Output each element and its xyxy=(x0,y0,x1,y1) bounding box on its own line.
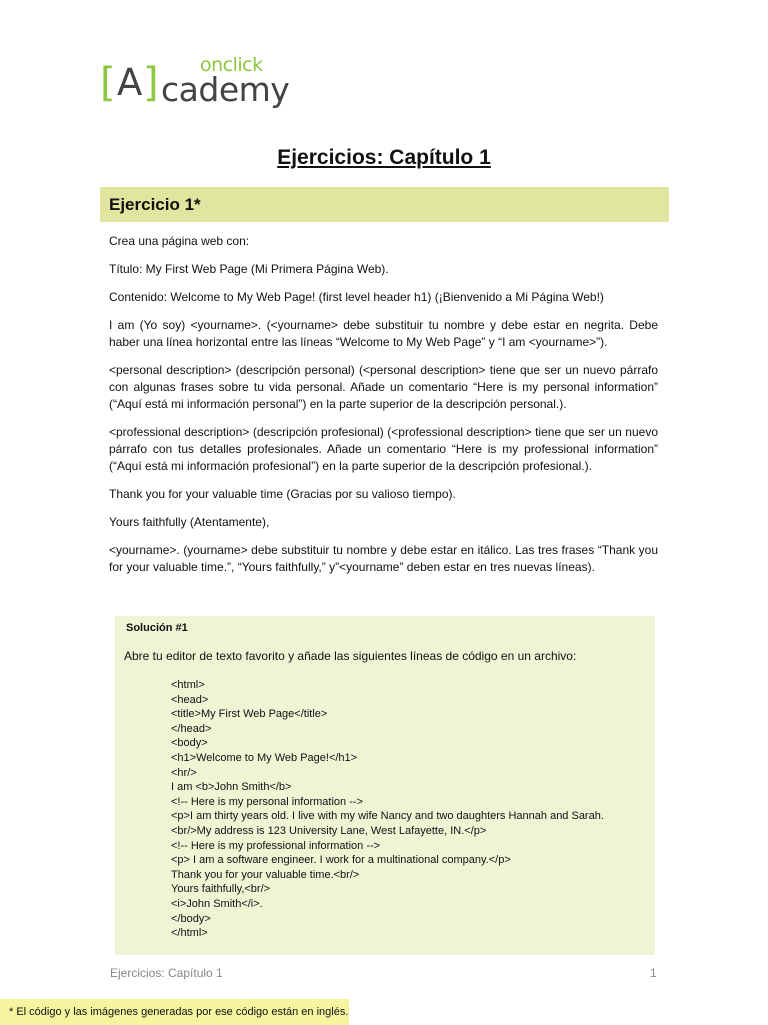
exercise-header xyxy=(100,187,669,222)
exercise-paragraph: Contenido: Welcome to My Web Page! (first level header h1) (¡Bienvenido a Mi Página Web!) xyxy=(109,290,604,304)
code-line: <!-- Here is my professional information --> xyxy=(171,839,381,852)
code-line: <p> I am a software engineer. I work for a multinational company.</p> xyxy=(171,854,511,867)
footer-title: Ejercicios: Capítulo 1 xyxy=(110,966,223,980)
logo-onclick: onclick xyxy=(200,54,263,76)
solution-title: Solución #1 xyxy=(126,622,188,634)
code-line: <hr/> xyxy=(171,766,197,779)
exercise-heading: Ejercicio 1* xyxy=(109,195,201,214)
code-line: <h1>Welcome to My Web Page!</h1> xyxy=(171,751,358,764)
exercise-paragraph: <professional description> (descripción profesional) (<professional description> tiene que ser un nuevo párrafo con tus detalles profesionales. Añade un comentario “Here is my professional information” (“Aquí está mi información profesional”) en la parte superior de la descripción profesional.). xyxy=(109,425,658,473)
code-line: <p>I am thirty years old. I live with my wife Nancy and two daughters Hannah and Sarah. xyxy=(171,810,604,823)
code-line: <title>My First Web Page</title> xyxy=(171,708,328,721)
logo-letter-a: A xyxy=(117,61,143,104)
code-line: </html> xyxy=(171,927,208,940)
code-line: </head> xyxy=(171,722,212,735)
code-line: Yours faithfully,<br/> xyxy=(171,883,271,896)
logo-cademy: cademy xyxy=(161,70,290,109)
footnote: * El código y las imágenes generadas por ese código están en inglés. xyxy=(0,999,349,1025)
exercise-paragraph: <personal description> (descripción personal) (<personal description> tiene que ser un nuevo párrafo con algunas frases sobre tu vida personal. Añade un comentario “Here is my personal information” (“Aquí está mi información personal”) en la parte superior de la descripción personal.). xyxy=(109,363,658,411)
exercise-paragraph: Crea una página web con: xyxy=(109,234,250,248)
code-line: <body> xyxy=(171,737,208,750)
page-title: Ejercicios: Capítulo 1 xyxy=(277,146,491,169)
code-line: Thank you for your valuable time.<br/> xyxy=(171,868,360,881)
code-line: </body> xyxy=(171,912,211,925)
code-line: I am <b>John Smith</b> xyxy=(171,781,292,794)
exercise-paragraph: Yours faithfully (Atentamente), xyxy=(109,515,270,529)
logo-close-bracket: ] xyxy=(143,60,159,106)
exercise-body xyxy=(109,233,658,587)
exercise-paragraph: Título: My First Web Page (Mi Primera Página Web). xyxy=(109,262,389,276)
page-number: 1 xyxy=(650,966,657,980)
solution-box xyxy=(115,616,655,955)
code-line: <i>John Smith</i>. xyxy=(171,897,263,910)
exercise-paragraph: I am (Yo soy) <yourname>. (<yourname> debe substituir tu nombre y debe estar en negrita. Debe haber una línea horizontal entre las líneas “Welcome to My Web Page” y “I am <yourname>”). xyxy=(109,318,658,349)
solution-intro: Abre tu editor de texto favorito y añade las siguientes líneas de código en un archivo: xyxy=(124,649,577,663)
code-line: <br/>My address is 123 University Lane, West Lafayette, IN.</p> xyxy=(171,824,487,837)
logo-open-bracket: [ xyxy=(100,60,114,106)
academy-logo xyxy=(100,54,290,109)
code-block xyxy=(171,678,604,941)
exercise-paragraph: Thank you for your valuable time (Gracias por su valioso tiempo). xyxy=(109,487,456,501)
exercise-paragraph: <yourname>. (yourname> debe substituir tu nombre y debe estar en itálico. Las tres frases “Thank you for your valuable time.”, “Yours faithfully,” y”<yourname” deben estar en tres nuevas líneas). xyxy=(109,543,658,574)
code-line: <html> xyxy=(171,679,205,691)
code-line: <!-- Here is my personal information --> xyxy=(171,795,363,808)
code-line: <head> xyxy=(171,693,209,706)
